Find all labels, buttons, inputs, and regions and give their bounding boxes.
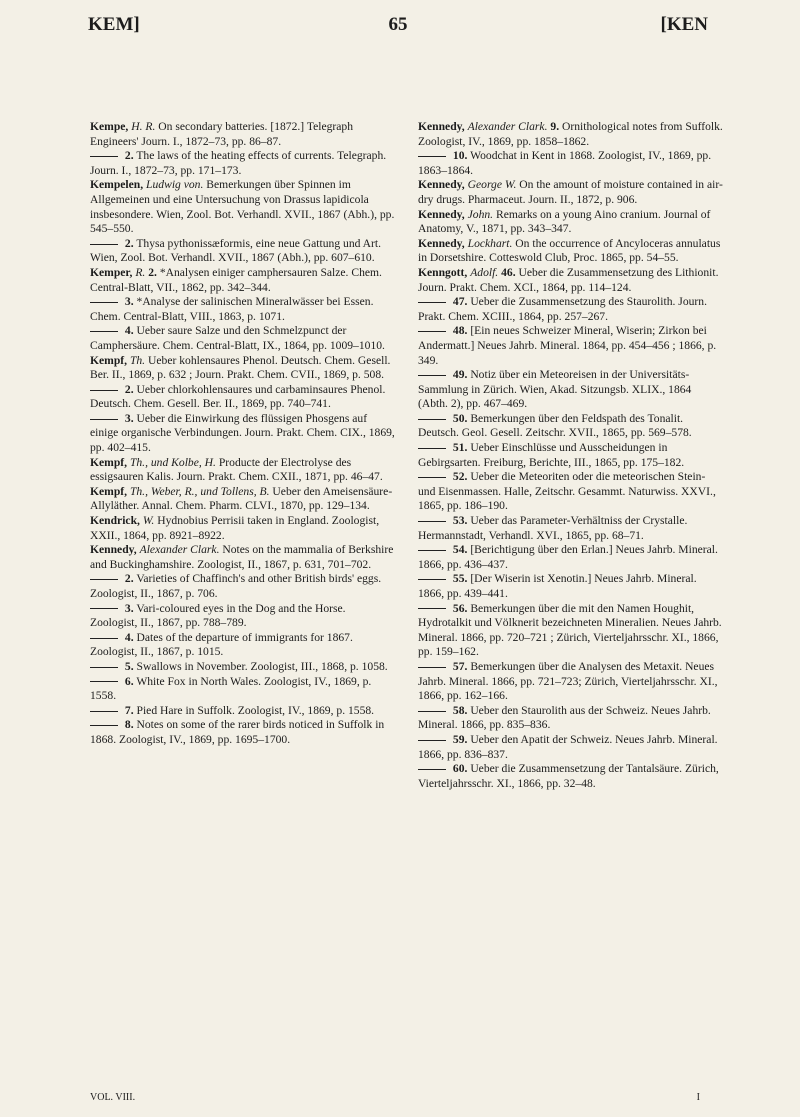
entry-author-name: Alexander Clark.: [467, 120, 548, 133]
entry-number: 54.: [452, 543, 468, 557]
entry-number: 49.: [452, 368, 468, 382]
ditto-dash: [90, 390, 118, 391]
entry-text: Remarks on a young Aino cranium. Journal of Anatomy, V., 1871, pp. 343–347.: [418, 207, 711, 236]
ditto-dash: [90, 579, 118, 580]
entry-text: Ueber die Zusammensetzung der Tantalsäure. Zürich, Vierteljahrsschr. XI., 1866, pp. 32–48.: [418, 762, 719, 790]
entry-number: 5.: [124, 659, 134, 673]
entry-text: On secondary batteries. [1872.] Telegraph Engineers' Journ. I., 1872–73, pp. 86–87.: [90, 120, 354, 148]
bibliography-entry: [418, 514, 723, 543]
bibliography-entry: [418, 178, 723, 207]
bibliography-entry: [418, 237, 723, 266]
entry-text: Ueber kohlensaures Phenol. Deutsch. Chem. Gesell. Ber. II., 1869, p. 632 ; Journ. Prakt. Chem. CVII., 1869, p. 508.: [90, 353, 391, 382]
bibliography-entry: [90, 704, 395, 719]
entry-author-name: W.: [142, 514, 155, 528]
entry-text: [Der Wiserin ist Xenotin.] Neues Jahrb. Mineral. 1866, pp. 439–441.: [418, 572, 697, 600]
entry-author-name: George W.: [467, 178, 517, 192]
bibliography-entry: [90, 660, 395, 675]
entry-number: 55.: [452, 572, 468, 586]
entry-number: 3.: [124, 601, 134, 615]
page-number: 65: [388, 14, 408, 35]
entry-text: Ueber den Apatit der Schweiz. Neues Jahrb. Mineral. 1866, pp. 836–837.: [418, 732, 718, 761]
bibliography-entry: [90, 266, 395, 295]
left-column: [90, 120, 395, 748]
entry-author: Kendrick,: [90, 514, 140, 528]
entry-text: Notiz über ein Meteoreisen in der Universitäts-Sammlung in Zürich. Wien, Akad. Sitzungsb. XLIX., 1864 (Abth. 2), pp. 467–469.: [418, 368, 692, 411]
entry-text: Ueber die Zusammensetzung des Staurolith. Journ. Prakt. Chem. XCIII., 1864, pp. 257–267.: [418, 295, 707, 323]
entry-author-name: John.: [467, 207, 494, 221]
bibliography-entry: [418, 208, 723, 237]
entry-number: 7.: [124, 703, 134, 717]
entry-author: Kempe,: [90, 120, 129, 133]
entry-number: 4.: [124, 630, 134, 644]
entry-author: Kennedy,: [418, 120, 465, 133]
entry-text: Ueber den Ameisensäure-Allyläther. Annal. Chem. Pharm. CLVI., 1870, pp. 129–134.: [90, 484, 393, 513]
bibliography-entry: [90, 485, 395, 514]
entry-author: Kempf,: [90, 484, 128, 498]
entry-number: 53.: [452, 514, 468, 528]
entry-text: [Berichtigung über den Erlan.] Neues Jahrb. Mineral. 1866, pp. 436–437.: [418, 543, 718, 571]
entry-number: 52.: [452, 470, 468, 484]
bibliography-entry: [90, 354, 395, 383]
entry-text: Producte der Electrolyse des essigsauren Kalis. Journ. Prakt. Chem. CXII., 1871, pp. 46–47.: [90, 455, 383, 484]
ditto-dash: [418, 667, 446, 668]
ditto-dash: [90, 419, 118, 420]
entry-number: 51.: [452, 441, 468, 455]
entry-text: Notes on the mammalia of Berkshire and Buckinghamshire. Zoologist, II., 1867, p. 631, 701–702.: [90, 543, 394, 571]
ditto-dash: [90, 667, 118, 668]
entry-text: Bemerkungen über Spinnen im Allgemeinen und eine Untersuchung von Drassus lapidicola insbesondere. Wien, Zool. Bot. Verhandl. XVII., 1867 (Abh.), pp. 545–550.: [90, 178, 395, 236]
entry-text: *Analysen einiger camphersauren Salze. Chem. Central-Blatt, VII., 1862, pp. 342–344.: [90, 265, 382, 294]
ditto-dash: [418, 331, 446, 332]
entry-text: Ueber saure Salze und den Schmelzpunct der Camphersäure. Chem. Central-Blatt, IX., 1864, pp. 1009–1010.: [90, 324, 385, 352]
entry-text: Dates of the departure of immigrants for 1867. Zoologist, II., 1867, p. 1015.: [90, 630, 353, 659]
ditto-dash: [418, 550, 446, 551]
entry-author: Kempelen,: [90, 178, 144, 192]
entry-author-name: Th.: [129, 353, 146, 367]
entry-text: *Analyse der salinischen Mineralwässer bei Essen. Chem. Central-Blatt, VIII., 1863, p. 1071.: [90, 295, 374, 323]
ditto-dash: [90, 244, 118, 245]
entry-author-name: Lockhart.: [467, 236, 513, 250]
bibliography-entry: [90, 514, 395, 543]
ditto-dash: [90, 638, 118, 639]
bibliography-entry: [90, 543, 395, 572]
entry-number: 48.: [452, 324, 468, 338]
entry-author: Kennedy,: [90, 543, 137, 557]
entry-number: 59.: [452, 732, 468, 746]
bibliography-entry: [90, 383, 395, 412]
bibliography-entry: [418, 733, 723, 762]
bibliography-entry: [418, 295, 723, 324]
entry-number: 46.: [501, 265, 516, 279]
entry-number: 9.: [550, 120, 560, 133]
bibliography-entry: [418, 120, 723, 149]
bibliography-entry: [418, 470, 723, 514]
entry-author: Kennedy,: [418, 178, 465, 192]
page-header: [88, 14, 708, 44]
ditto-dash: [418, 156, 446, 157]
bibliography-entry: [418, 368, 723, 412]
bibliography-entry: [418, 412, 723, 441]
bibliography-entry: [418, 441, 723, 470]
bibliography-entry: [90, 120, 395, 149]
entry-author-name: Alexander Clark.: [139, 543, 220, 557]
entry-author: Kennedy,: [418, 236, 465, 250]
ditto-dash: [418, 608, 446, 609]
entry-text: Ueber Einschlüsse und Ausscheidungen in Gebirgsarten. Freiburg, Berichte, III., 1865, pp. 175–182.: [418, 441, 685, 469]
entry-number: 56.: [452, 601, 468, 615]
header-left: KEM]: [88, 14, 140, 35]
entry-text: Thysa pythonissæformis, eine neue Gattung und Art. Wien, Zool. Bot. Verhandl. XVII., 1867 (Abh.), pp. 607–610.: [90, 236, 382, 265]
header-right: [KEN: [660, 14, 708, 35]
ditto-dash: [90, 711, 118, 712]
entry-number: 47.: [452, 295, 468, 309]
bibliography-entry: [418, 324, 723, 368]
bibliography-entry: [418, 602, 723, 660]
volume-label: VOL. VIII.: [90, 1092, 136, 1103]
bibliography-entry: [90, 675, 395, 704]
entry-number: 10.: [452, 149, 468, 163]
bibliography-entry: [90, 149, 395, 178]
entry-text: On the amount of moisture contained in air-dry drugs. Pharmaceut. Journ. II., 1872, p. 906.: [418, 178, 723, 206]
entry-text: Swallows in November. Zoologist, III., 1868, p. 1058.: [136, 659, 388, 673]
ditto-dash: [90, 331, 118, 332]
ditto-dash: [418, 419, 446, 420]
entry-number: 8.: [124, 718, 134, 732]
ditto-dash: [90, 302, 118, 303]
signature-mark: I: [696, 1092, 700, 1103]
entry-number: 2.: [124, 149, 134, 163]
entry-text: Pied Hare in Suffolk. Zoologist, IV., 1869, p. 1558.: [136, 703, 375, 717]
entry-text: Bemerkungen über den Feldspath des Tonalit. Deutsch. Geol. Gesell. Zeitschr. XVII., 1865, pp. 569–578.: [418, 411, 692, 440]
entry-number: 2.: [124, 382, 134, 396]
entry-author: Kempf,: [90, 353, 128, 367]
bibliography-entry: [90, 718, 395, 747]
ditto-dash: [90, 681, 118, 682]
entry-number: 60.: [452, 762, 468, 776]
entry-text: Woodchat in Kent in 1868. Zoologist, IV., 1869, pp. 1863–1864.: [418, 149, 712, 177]
entry-number: 3.: [124, 411, 134, 425]
ditto-dash: [418, 302, 446, 303]
ditto-dash: [90, 608, 118, 609]
ditto-dash: [418, 448, 446, 449]
bibliography-entry: [90, 602, 395, 631]
entry-author-name: H. R.: [131, 120, 156, 133]
ditto-dash: [418, 375, 446, 376]
entry-text: Bemerkungen über die mit den Namen Houghit, Hydrotalkit und Völknerit bezeichneten Mineralien. Neues Jahrb. Mineral. 1866, pp. 720–721 ; Zürich, Vierteljahrsschr. XI., 1866, pp. 159–162.: [418, 601, 722, 659]
entry-text: Ueber die Einwirkung des flüssigen Phosgens auf einige organische Verbindungen. Journ. Prakt. Chem. CIX., 1869, pp. 402–415.: [90, 411, 395, 455]
bibliography-entry: [418, 660, 723, 704]
entry-text: Notes on some of the rarer birds noticed in Suffolk in 1868. Zoologist, IV., 1869, pp. 1695–1700.: [90, 718, 385, 746]
bibliography-entry: [418, 266, 723, 295]
bibliography-entry: [90, 572, 395, 601]
bibliography-entry: [418, 543, 723, 572]
entry-number: 58.: [452, 703, 468, 717]
entry-author: Kemper,: [90, 265, 133, 279]
ditto-dash: [418, 711, 446, 712]
entry-number: 4.: [124, 324, 134, 338]
entry-number: 50.: [452, 411, 468, 425]
entry-text: On the occurrence of Ancyloceras annulatus in Dorsetshire. Cotteswold Club, Proc. 1865, pp. 54–55.: [418, 236, 721, 265]
bibliography-entry: [90, 324, 395, 353]
entry-text: Varieties of Chaffinch's and other British birds' eggs. Zoologist, II., 1867, p. 706.: [90, 572, 382, 600]
right-column: [418, 120, 723, 791]
entry-text: Ueber die Zusammensetzung des Lithionit. Journ. Prakt. Chem. XCI., 1864, pp. 114–124.: [418, 265, 719, 294]
bibliography-entry: [90, 456, 395, 485]
entry-text: Ueber den Staurolith aus der Schweiz. Neues Jahrb. Mineral. 1866, pp. 835–836.: [418, 703, 711, 732]
bibliography-entry: [90, 631, 395, 660]
entry-author: Kennedy,: [418, 207, 465, 221]
bibliography-entry: [90, 295, 395, 324]
entry-author-name: Th., und Kolbe, H.: [129, 455, 216, 469]
entry-number: 2.: [124, 572, 134, 586]
ditto-dash: [418, 740, 446, 741]
ditto-dash: [418, 521, 446, 522]
entry-text: The laws of the heating effects of currents. Telegraph. Journ. I., 1872–73, pp. 171–173.: [90, 149, 387, 177]
entry-text: Ueber chlorkohlensaures und carbaminsaures Phenol. Deutsch. Chem. Gesell. Ber. II., 1869, pp. 740–741.: [90, 382, 386, 411]
bibliography-entry: [90, 412, 395, 456]
entry-number: 6.: [124, 674, 134, 688]
ditto-dash: [90, 725, 118, 726]
ditto-dash: [90, 156, 118, 157]
entry-text: Ornithological notes from Suffolk. Zoologist, IV., 1869, pp. 1858–1862.: [418, 120, 723, 148]
entry-text: Ueber die Meteoriten oder die meteorischen Stein- und Eisenmassen. Halle, Zeitschr. Gesammt. Naturwiss. XXVI., 1865, pp. 186–190.: [418, 470, 716, 513]
bibliography-entry: [418, 572, 723, 601]
entry-author-name: Ludwig von.: [146, 178, 204, 192]
entry-text: Hydnobius Perrisii taken in England. Zoologist, XXII., 1864, pp. 8921–8922.: [90, 514, 380, 542]
entry-number: 2.: [124, 236, 134, 250]
bibliography-entry: [418, 762, 723, 791]
entry-author: Kempf,: [90, 455, 128, 469]
entry-number: 57.: [452, 659, 468, 673]
entry-text: [Ein neues Schweizer Mineral, Wiserin; Zirkon bei Andermatt.] Neues Jahrb. Mineral. 1864, pp. 454–456 ; 1866, p. 349.: [418, 324, 717, 367]
bibliography-entry: [90, 237, 395, 266]
ditto-dash: [418, 769, 446, 770]
ditto-dash: [418, 579, 446, 580]
entry-author-name: R.: [135, 265, 146, 279]
entry-number: 2.: [148, 265, 157, 279]
entry-author-name: Adolf.: [470, 265, 499, 279]
entry-author-name: Th., Weber, R., und Tollens, B.: [129, 484, 270, 498]
entry-text: Bemerkungen über die Analysen des Metaxit. Neues Jahrb. Mineral. 1866, pp. 721–723; Zürich, Vierteljahrsschr. XI., 1866, pp. 162–166.: [418, 659, 718, 703]
entry-number: 3.: [124, 295, 134, 309]
entry-text: White Fox in North Wales. Zoologist, IV., 1869, p. 1558.: [90, 674, 372, 703]
bibliography-entry: [418, 704, 723, 733]
ditto-dash: [418, 477, 446, 478]
entry-text: Ueber das Parameter-Verhältniss der Crystalle. Hermannstadt, Verhandl. XVI., 1865, pp. 68–71.: [418, 514, 688, 542]
entry-author: Kenngott,: [418, 265, 468, 279]
entry-text: Vari-coloured eyes in the Dog and the Horse. Zoologist, II., 1867, pp. 788–789.: [90, 601, 346, 630]
bibliography-entry: [90, 178, 395, 236]
bibliography-entry: [418, 149, 723, 178]
